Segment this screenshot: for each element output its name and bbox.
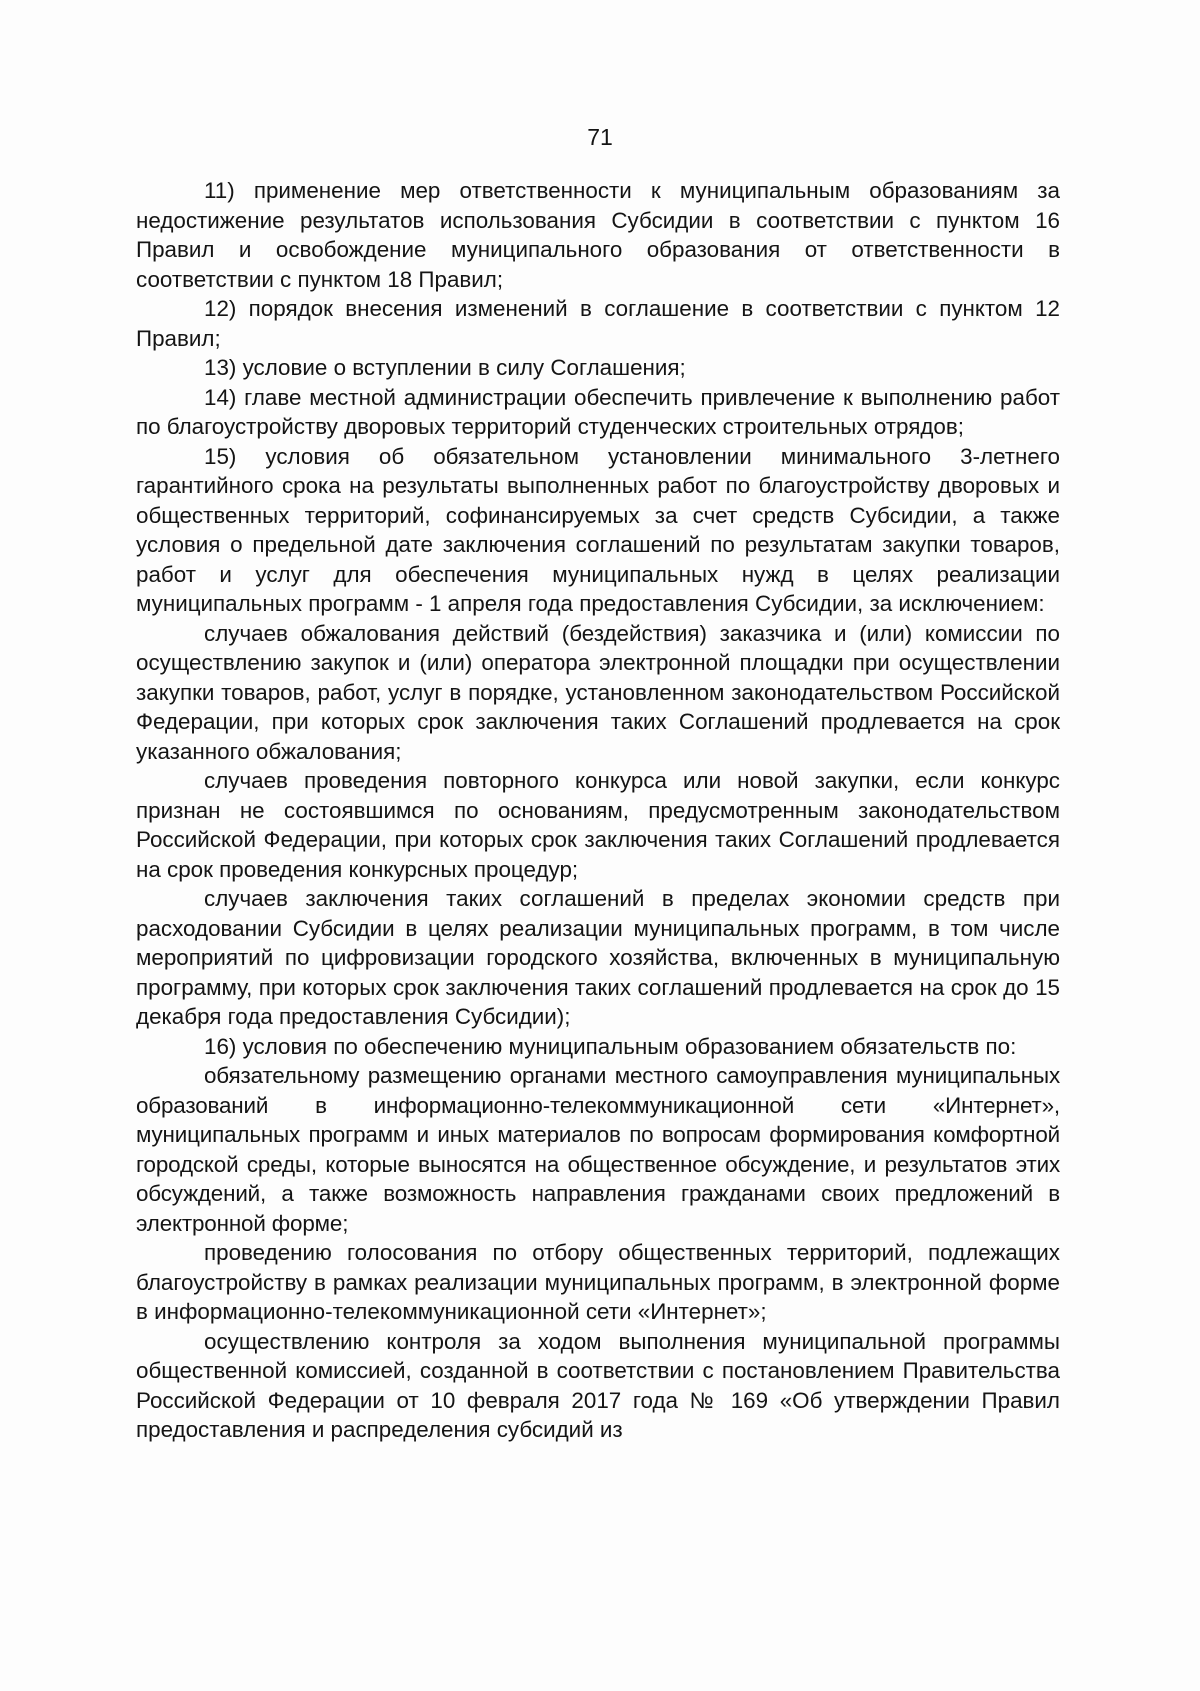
paragraph-item-16: 16) условия по обеспечению муниципальным образованием обязательств по: [204,1033,1017,1059]
body-text [136,176,1060,1445]
paragraph-item-14: 14) главе местной администрации обеспечить привлечение к выполнению работ по благоустройству дворовых территорий студенческих строительных отрядов; [136,384,1060,439]
paragraph-exception-savings: случаев заключения таких соглашений в пределах экономии средств при расходовании Субсидии в целях реализации муниципальных программ, в том числе мероприятий по цифровизации городского хозяйства, включенных в муниципальную программу, при которых срок заключения таких соглашений продлевается на срок до 15 декабря года предоставления Субсидии); [136,886,1060,1029]
paragraph-item-12: 12) порядок внесения изменений в соглашение в соответствии с пунктом 12 Правил; [136,296,1060,351]
paragraph-obligation-control: осуществлению контроля за ходом выполнения муниципальной программы общественной комиссией, созданной в соответствии с постановлением Правительства Российской Федерации от 10 февраля 2017 года № 169 «Об утверждении Правил предоставления и распределения субсидий из [136,1328,1060,1442]
paragraph-item-11: 11) применение мер ответственности к муниципальным образованиям за недостижение результатов использования Субсидии в соответствии с пунктом 16 Правил и освобождение муниципального образования от ответственности в соответствии с пунктом 18 Правил; [136,178,1060,292]
paragraph-obligation-publication: обязательному размещению органами местного самоуправления муниципальных образований в информационно-телекоммуникационной сети «Интернет», муниципальных программ и иных материалов по вопросам формирования комфортной городской среды, которые выносятся на общественное обсуждение, и результатов этих обсуждений, а также возможность направления гражданами своих предложений в электронной форме; [136,1063,1060,1236]
page-number: 71 [587,124,613,150]
paragraph-item-15: 15) условия об обязательном установлении минимального 3-летнего гарантийного срока на результаты выполненных работ по благоустройству дворовых и общественных территорий, софинансируемых за счет средств Субсидии, а также условия о предельной дате заключения соглашений по результатам закупки товаров, работ и услуг для обеспечения муниципальных нужд в целях реализации муниципальных программ - 1 апреля года предоставления Субсидии, за исключением: [136,443,1060,616]
paragraph-item-13: 13) условие о вступлении в силу Соглашения; [204,355,686,380]
paragraph-exception-appeal: случаев обжалования действий (бездействия) заказчика и (или) комиссии по осуществлению закупок и (или) оператора электронной площадки при осуществлении закупки товаров, работ, услуг в порядке, установленном законодательством Российской Федерации, при которых срок заключения таких Соглашений продлевается на срок указанного обжалования; [136,620,1060,764]
paragraph-obligation-voting: проведению голосования по отбору общественных территорий, подлежащих благоустройству в рамках реализации муниципальных программ, в электронной форме в информационно-телекоммуникационной сети «Интернет»; [136,1240,1060,1324]
paragraph-exception-repeat-tender: случаев проведения повторного конкурса или новой закупки, если конкурс признан не состоявшимся по основаниям, предусмотренным законодательством Российской Федерации, при которых срок заключения таких Соглашений продлевается на срок проведения конкурсных процедур; [136,768,1060,882]
